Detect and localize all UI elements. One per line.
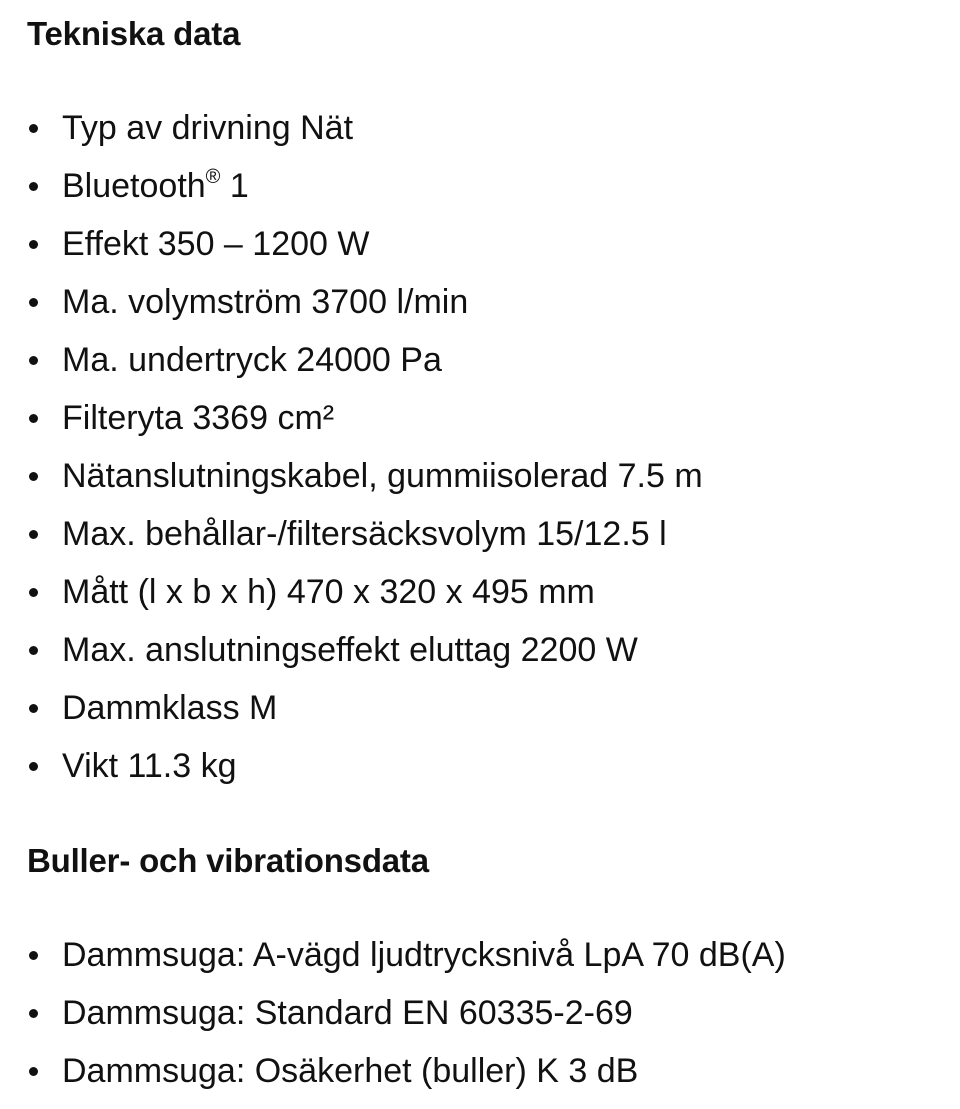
bullet-icon bbox=[29, 530, 38, 539]
list-item-text: Bluetooth® 1 bbox=[62, 166, 249, 205]
bullet-icon bbox=[29, 762, 38, 771]
list-item-text: Max. anslutningseffekt eluttag 2200 W bbox=[62, 631, 638, 669]
bullet-icon bbox=[29, 414, 38, 423]
bullet-icon bbox=[29, 298, 38, 307]
list-item-text: Dammsuga: A-vägd ljudtrycksnivå LpA 70 dB(A) bbox=[62, 936, 786, 974]
bullet-icon bbox=[29, 240, 38, 249]
list-item-text: Dammklass M bbox=[62, 689, 278, 727]
list-item-text: Nätanslutningskabel, gummiisolerad 7.5 m bbox=[62, 457, 703, 495]
bullet-icon bbox=[29, 124, 38, 133]
list-item-text: Effekt 350 – 1200 W bbox=[62, 225, 370, 263]
list-item-text: Mått (l x b x h) 470 x 320 x 495 mm bbox=[62, 573, 595, 611]
section-title-technical-data: Tekniska data bbox=[27, 15, 241, 52]
list-item-text: Ma. volymström 3700 l/min bbox=[62, 283, 469, 321]
list-item-text: Max. behållar-/filtersäcksvolym 15/12.5 l bbox=[62, 515, 667, 553]
list-item-text: Ma. undertryck 24000 Pa bbox=[62, 341, 442, 379]
bullet-icon bbox=[29, 951, 38, 960]
bullet-icon bbox=[29, 182, 38, 191]
bullet-icon bbox=[29, 1067, 38, 1076]
bullet-icon bbox=[29, 1009, 38, 1018]
bullet-icon bbox=[29, 588, 38, 597]
bullet-icon bbox=[29, 472, 38, 481]
list-item-text: Filteryta 3369 cm² bbox=[62, 399, 335, 437]
list-item-text: Typ av drivning Nät bbox=[62, 109, 354, 147]
bullet-icon bbox=[29, 356, 38, 365]
list-item-text: Dammsuga: Osäkerhet (buller) K 3 dB bbox=[62, 1052, 639, 1090]
section-title-noise-vibration-data: Buller- och vibrationsdata bbox=[27, 842, 429, 879]
list-item-text: Dammsuga: Standard EN 60335-2-69 bbox=[62, 994, 633, 1032]
bullet-icon bbox=[29, 704, 38, 713]
bullet-icon bbox=[29, 646, 38, 655]
list-item-text: Vikt 11.3 kg bbox=[62, 747, 237, 785]
